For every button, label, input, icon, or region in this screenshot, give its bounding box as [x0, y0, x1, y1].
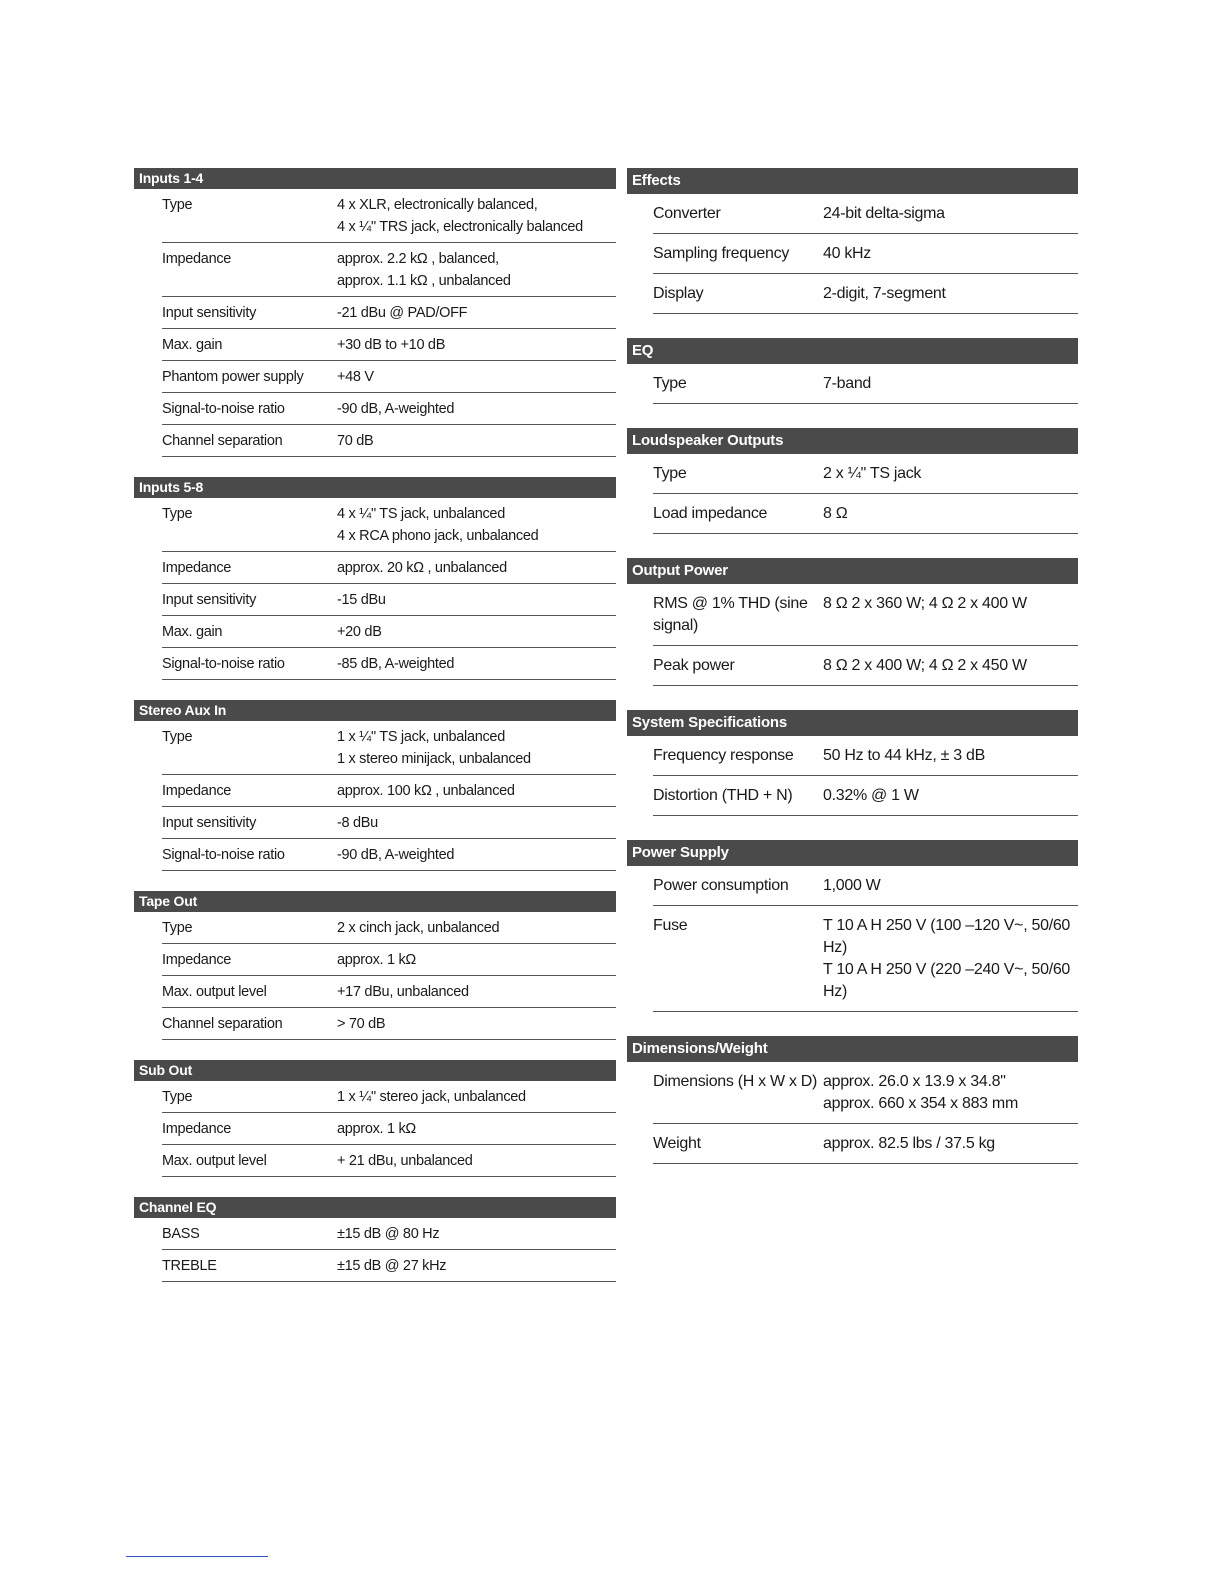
spec-value-line: 1,000 W	[823, 877, 881, 894]
spec-value	[337, 503, 616, 547]
spec-value-line: -90 dB, A-weighted	[337, 847, 455, 863]
spec-section-eq	[627, 338, 1078, 404]
spec-row	[653, 776, 1078, 816]
spec-value-line: 2-digit, 7-segment	[823, 285, 946, 302]
spec-value-line: ±15 dB @ 27 kHz	[337, 1258, 447, 1274]
spec-value	[337, 917, 616, 939]
spec-row	[162, 243, 616, 297]
spec-label: Type	[653, 375, 687, 392]
spec-value	[823, 915, 1078, 1003]
section-heading: Channel EQ	[134, 1197, 616, 1218]
spec-label: Peak power	[653, 657, 735, 674]
spec-row	[162, 329, 616, 361]
spec-row	[162, 912, 616, 944]
spec-value-line: 8 Ω 2 x 400 W; 4 Ω 2 x 450 W	[823, 657, 1027, 674]
spec-value-line: T 10 A H 250 V (220 –240 V~, 50/60 Hz)	[823, 961, 1071, 1000]
spec-value-line: 24-bit delta-sigma	[823, 205, 945, 222]
spec-label: Type	[162, 506, 193, 522]
spec-value-line: > 70 dB	[337, 1016, 386, 1032]
spec-label: Phantom power supply	[162, 369, 304, 385]
spec-value-line: 70 dB	[337, 433, 374, 449]
spec-value-line: +48 V	[337, 369, 374, 385]
spec-value-line: T 10 A H 250 V (100 –120 V~, 50/60 Hz)	[823, 917, 1071, 956]
spec-label: Load impedance	[653, 505, 768, 522]
spec-label: Weight	[653, 1135, 701, 1152]
spec-value	[823, 655, 1078, 677]
spec-value	[823, 1133, 1078, 1155]
spec-value	[337, 430, 616, 452]
spec-label: Impedance	[162, 560, 232, 576]
spec-value	[823, 593, 1078, 637]
section-heading: Stereo Aux In	[134, 700, 616, 721]
spec-label: Impedance	[162, 783, 232, 799]
spec-label: Channel separation	[162, 433, 283, 449]
spec-value	[823, 243, 1078, 265]
spec-label: Impedance	[162, 1121, 232, 1137]
spec-value	[337, 780, 616, 802]
spec-value	[823, 785, 1078, 807]
spec-row	[162, 944, 616, 976]
spec-value-line: 1 x ¼" stereo jack, unbalanced	[337, 1089, 526, 1105]
spec-label: Type	[162, 920, 193, 936]
section-heading: Dimensions/Weight	[627, 1036, 1078, 1062]
spec-row	[653, 866, 1078, 906]
spec-value-line: + 21 dBu, unbalanced	[337, 1153, 473, 1169]
spec-row	[162, 552, 616, 584]
spec-row	[162, 775, 616, 807]
spec-value-line: approx. 660 x 354 x 883 mm	[823, 1095, 1018, 1112]
spec-value	[337, 248, 616, 292]
spec-value	[337, 726, 616, 770]
spec-label: BASS	[162, 1226, 200, 1242]
spec-section-loudspeaker-outputs	[627, 428, 1078, 534]
spec-row	[162, 498, 616, 552]
spec-value-line: +17 dBu, unbalanced	[337, 984, 469, 1000]
spec-section-stereo-aux-in	[134, 700, 616, 871]
spec-value	[337, 844, 616, 866]
spec-row	[162, 616, 616, 648]
spec-value-line: 7-band	[823, 375, 872, 392]
spec-value-line: +20 dB	[337, 624, 382, 640]
spec-row	[653, 646, 1078, 686]
spec-value-line: 2 x cinch jack, unbalanced	[337, 920, 500, 936]
spec-value	[823, 373, 1078, 395]
spec-section-effects	[627, 168, 1078, 314]
spec-row	[162, 721, 616, 775]
section-heading: EQ	[627, 338, 1078, 364]
spec-row	[162, 1250, 616, 1282]
spec-value-line: ±15 dB @ 80 Hz	[337, 1226, 440, 1242]
spec-row	[162, 1008, 616, 1040]
spec-row	[653, 454, 1078, 494]
spec-row	[653, 194, 1078, 234]
spec-value-line: 1 x stereo minijack, unbalanced	[337, 751, 531, 767]
spec-value	[337, 1150, 616, 1172]
spec-label: Max. output level	[162, 1153, 267, 1169]
spec-row	[162, 839, 616, 871]
spec-value-line: approx. 20 kΩ , unbalanced	[337, 560, 507, 576]
section-heading: Inputs 5-8	[134, 477, 616, 498]
spec-value-line: -21 dBu @ PAD/OFF	[337, 305, 468, 321]
spec-section-tape-out	[134, 891, 616, 1040]
spec-row	[653, 234, 1078, 274]
spec-value	[337, 621, 616, 643]
section-heading: Inputs 1-4	[134, 168, 616, 189]
spec-label: Type	[162, 197, 193, 213]
spec-label: Input sensitivity	[162, 305, 257, 321]
spec-row	[653, 1062, 1078, 1124]
spec-label: Input sensitivity	[162, 592, 257, 608]
spec-label: Fuse	[653, 917, 688, 934]
spec-section-inputs-1-4	[134, 168, 616, 457]
spec-value	[337, 949, 616, 971]
spec-label: Impedance	[162, 251, 232, 267]
spec-row	[162, 1145, 616, 1177]
spec-label: Signal-to-noise ratio	[162, 656, 285, 672]
spec-value-line: -8 dBu	[337, 815, 378, 831]
spec-value	[337, 1118, 616, 1140]
spec-row	[162, 297, 616, 329]
spec-value-line: approx. 2.2 kΩ , balanced,	[337, 251, 499, 267]
left-spec-column	[134, 168, 616, 1302]
spec-value	[337, 398, 616, 420]
spec-value-line: +30 dB to +10 dB	[337, 337, 446, 353]
spec-label: Dimensions (H x W x D)	[653, 1073, 818, 1090]
spec-value	[337, 334, 616, 356]
spec-row	[162, 361, 616, 393]
spec-value-line: approx. 1 kΩ	[337, 1121, 416, 1137]
spec-section-output-power	[627, 558, 1078, 686]
spec-row	[162, 648, 616, 680]
section-heading: System Specifications	[627, 710, 1078, 736]
spec-row	[162, 807, 616, 839]
footer-link-underline[interactable]	[126, 1556, 268, 1557]
spec-value	[823, 1071, 1078, 1115]
spec-row	[653, 736, 1078, 776]
right-spec-column	[627, 168, 1078, 1188]
spec-value-line: -85 dB, A-weighted	[337, 656, 455, 672]
spec-value-line: 2 x ¼" TS jack	[823, 465, 922, 482]
spec-label: Signal-to-noise ratio	[162, 401, 285, 417]
spec-label: RMS @ 1% THD (sine signal)	[653, 595, 808, 634]
spec-row	[653, 1124, 1078, 1164]
spec-row	[653, 906, 1078, 1012]
spec-label: Type	[653, 465, 687, 482]
spec-label: Distortion (THD + N)	[653, 787, 793, 804]
spec-value-line: 1 x ¼" TS jack, unbalanced	[337, 729, 505, 745]
spec-label: TREBLE	[162, 1258, 217, 1274]
spec-row	[653, 494, 1078, 534]
spec-row	[162, 1081, 616, 1113]
spec-label: Type	[162, 729, 193, 745]
spec-section-dimensions-weight	[627, 1036, 1078, 1164]
spec-label: Power consumption	[653, 877, 789, 894]
section-heading: Effects	[627, 168, 1078, 194]
spec-value	[337, 653, 616, 675]
spec-value-line: approx. 1.1 kΩ , unbalanced	[337, 273, 511, 289]
spec-row	[162, 425, 616, 457]
spec-section-sub-out	[134, 1060, 616, 1177]
spec-value	[337, 589, 616, 611]
section-heading: Output Power	[627, 558, 1078, 584]
spec-value	[337, 981, 616, 1003]
spec-section-power-supply	[627, 840, 1078, 1012]
spec-row	[653, 274, 1078, 314]
spec-value-line: 50 Hz to 44 kHz, ± 3 dB	[823, 747, 985, 764]
spec-value-line: approx. 1 kΩ	[337, 952, 416, 968]
spec-row	[653, 584, 1078, 646]
spec-value	[823, 745, 1078, 767]
spec-value	[337, 194, 616, 238]
spec-value-line: 8 Ω 2 x 360 W; 4 Ω 2 x 400 W	[823, 595, 1027, 612]
spec-label: Sampling frequency	[653, 245, 790, 262]
spec-value-line: approx. 26.0 x 13.9 x 34.8"	[823, 1073, 1006, 1090]
section-heading: Sub Out	[134, 1060, 616, 1081]
spec-value-line: 4 x ¼" TRS jack, electronically balanced	[337, 219, 583, 235]
spec-value	[823, 875, 1078, 897]
spec-value-line: 40 kHz	[823, 245, 871, 262]
spec-value-line: approx. 100 kΩ , unbalanced	[337, 783, 515, 799]
spec-row	[653, 364, 1078, 404]
spec-value	[337, 302, 616, 324]
spec-value-line: 4 x XLR, electronically balanced,	[337, 197, 538, 213]
spec-label: Channel separation	[162, 1016, 283, 1032]
section-heading: Power Supply	[627, 840, 1078, 866]
spec-value	[337, 366, 616, 388]
spec-value	[823, 203, 1078, 225]
spec-label: Converter	[653, 205, 721, 222]
section-heading: Tape Out	[134, 891, 616, 912]
spec-value-line: 4 x RCA phono jack, unbalanced	[337, 528, 539, 544]
spec-row	[162, 189, 616, 243]
spec-value	[337, 1223, 616, 1245]
spec-value-line: -90 dB, A-weighted	[337, 401, 455, 417]
spec-label: Max. gain	[162, 624, 223, 640]
spec-section-channel-eq	[134, 1197, 616, 1282]
spec-value	[337, 1013, 616, 1035]
spec-value	[823, 463, 1078, 485]
spec-value	[337, 1255, 616, 1277]
spec-label: Impedance	[162, 952, 232, 968]
spec-label: Display	[653, 285, 704, 302]
spec-row	[162, 584, 616, 616]
spec-value-line: 0.32% @ 1 W	[823, 787, 919, 804]
spec-label: Input sensitivity	[162, 815, 257, 831]
spec-row	[162, 1113, 616, 1145]
spec-section-inputs-5-8	[134, 477, 616, 680]
spec-section-system-specifications	[627, 710, 1078, 816]
spec-label: Max. output level	[162, 984, 267, 1000]
spec-row	[162, 976, 616, 1008]
spec-value	[337, 557, 616, 579]
spec-label: Frequency response	[653, 747, 794, 764]
spec-row	[162, 393, 616, 425]
spec-row	[162, 1218, 616, 1250]
spec-label: Type	[162, 1089, 193, 1105]
spec-label: Signal-to-noise ratio	[162, 847, 285, 863]
spec-value	[823, 503, 1078, 525]
spec-label: Max. gain	[162, 337, 223, 353]
spec-value-line: 4 x ¼" TS jack, unbalanced	[337, 506, 505, 522]
spec-value	[823, 283, 1078, 305]
spec-value-line: -15 dBu	[337, 592, 386, 608]
section-heading: Loudspeaker Outputs	[627, 428, 1078, 454]
spec-value-line: approx. 82.5 lbs / 37.5 kg	[823, 1135, 995, 1152]
spec-value-line: 8 Ω	[823, 505, 848, 522]
spec-value	[337, 1086, 616, 1108]
spec-value	[337, 812, 616, 834]
